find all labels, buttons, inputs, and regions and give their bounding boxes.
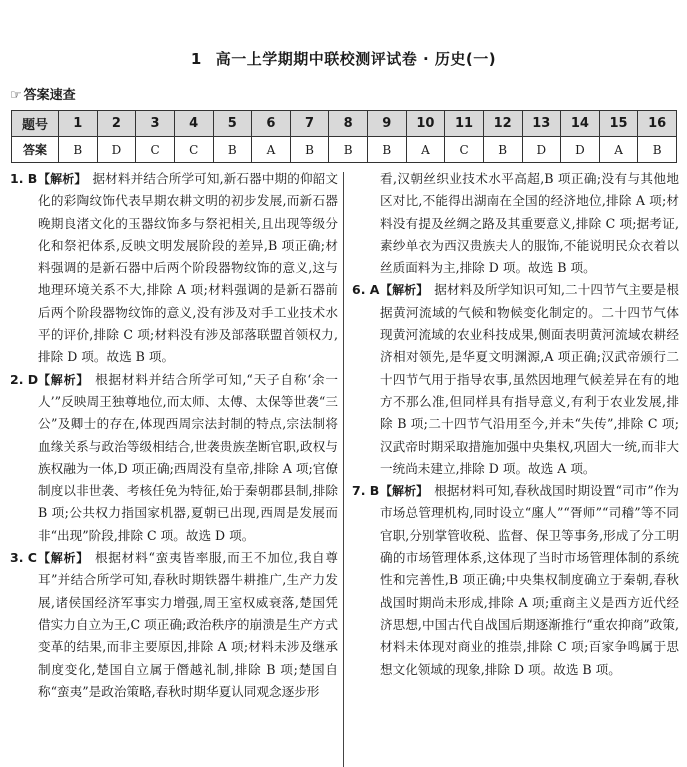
answer-cell: B xyxy=(213,137,252,163)
question-number: 6. A xyxy=(352,282,380,298)
answer-cell: B xyxy=(483,137,522,163)
answer-cell: A xyxy=(252,137,291,163)
question-number-cell: 5 xyxy=(213,111,252,137)
answer-table xyxy=(11,110,677,163)
analysis-tag: 【解析】 xyxy=(38,551,90,566)
analysis-tag: 【解析】 xyxy=(380,283,429,298)
question-number: 7. B xyxy=(352,483,380,499)
section-heading xyxy=(10,84,76,103)
answer-cell: A xyxy=(406,137,445,163)
question-number: 3. C xyxy=(10,550,37,566)
analysis-tag: 【解析】 xyxy=(38,172,87,186)
answer-explanation xyxy=(10,168,338,369)
pointing-hand-icon: ☞ xyxy=(10,88,22,103)
answer-explanation xyxy=(352,279,679,480)
question-number-cell: 15 xyxy=(599,111,638,137)
explanation-text: 据材料及所学知识可知,二十四节气主要是根据黄河流域的气候和物候变化制定的。二十四节气体现黄河流域的农业科技成果,侧面表明黄河流域农耕经济相对领先,是华夏文明渊源,A 项正确;汉武帝颁行二十四节气用于指导农事,虽然因地理气候差异在有的地方不那么准,但同样具有指导意义,有利于农业发展,排除 B 项;二十四节气沿用至今,并未“失传”,排除 C 项;汉武帝时期采取措施加强中央集权,巩固大一统,而非大一统尚未建立,排除 D 项。故选 A 项。 xyxy=(380,282,679,476)
answer-table-header-row xyxy=(12,111,677,137)
answer-cell: B xyxy=(368,137,407,163)
answer-explanation xyxy=(10,369,338,547)
question-number-cell: 13 xyxy=(522,111,561,137)
explanation-text: 根据材料并结合所学可知,“天子自称‘余一人’”反映周王独尊地位,而太师、太傅、太保等世袭“三公”及卿士的存在,体现西周宗法封制的特点,宗法制将血缘关系与政治等级相结合,世袭贵族垄断官职,政权与族权融为一体,D 项正确;西周没有皇帝,排除 A 项;官僚制度以非世袭、考核任免为特征,始于秦朝郡县制,排除 B 项;公共权力指国家机器,夏朝已出现,西周是发展而非“出现”阶段,排除 C 项。故选 D 项。 xyxy=(38,371,338,543)
explanation-text: 据材料并结合所学可知,新石器中期的仰韶文化的彩陶纹饰代表早期农耕文明的初步发展,而新石器晚期良渚文化的玉器纹饰多与祭祀相关,且出现等级分化和祭祀体系,反映文明发展阶段的差异,B 项正确;材料强调的是新石器中后两个阶段器物纹饰的意义,这与地理环境关系不大,排除 A 项;材料强调的是新石器前后两个阶段器物纹饰的意义,没有涉及对手工业技术水平的评价,排除 C 项;材料没有涉及部落联盟首领权力,排除 D 项。故选 B 项。 xyxy=(38,171,338,365)
answer-cell: D xyxy=(522,137,561,163)
answer-cell: D xyxy=(97,137,136,163)
answer-cell: C xyxy=(445,137,484,163)
question-number-cell: 4 xyxy=(174,111,213,137)
question-number: 1. B xyxy=(10,171,38,186)
question-number-cell: 6 xyxy=(252,111,291,137)
question-number-cell: 14 xyxy=(561,111,600,137)
answer-explanation xyxy=(352,168,679,279)
analysis-tag: 【解析】 xyxy=(38,372,90,387)
question-number-cell: 16 xyxy=(638,111,677,137)
answer-cell: C xyxy=(174,137,213,163)
question-number-cell: 8 xyxy=(329,111,368,137)
question-number-cell: 1 xyxy=(59,111,98,137)
left-column xyxy=(10,168,338,703)
page-title xyxy=(0,48,687,69)
answer-cell: D xyxy=(561,137,600,163)
explanation-text: 看,汉朝丝织业技术水平高超,B 项正确;没有与其他地区对比,不能得出湖南在全国的经济地位,排除 A 项;材料没有提及丝绸之路及其重要意义,排除 C 项;据考证,素纱单衣为西汉贵族夫人的服饰,不能说明民众衣着以丝质面料为主,排除 D 项。故选 B 项。 xyxy=(380,171,679,276)
question-number-cell: 10 xyxy=(406,111,445,137)
question-number-cell: 11 xyxy=(445,111,484,137)
explanation-text: 根据材料可知,春秋战国时期设置“司市”作为市场总管理机构,同时设立“廛人”“胥师”“司稽”等不同官职,分别掌管收税、监督、保卫等事务,形成了分工明确的市场管理体系,这体现了当时市场管理体制的系统性和完善性,B 项正确;中央集权制度确立于秦朝,春秋战国时期尚未形成,排除 A 项;重商主义是西方近代经济思想,中国古代自战国后期逐渐推行“重农抑商”政策,材料未体现对商业的推崇,排除 C 项;百家争鸣属于思想文化领域的现象,排除 D 项。故选 B 项。 xyxy=(380,483,679,677)
column-divider xyxy=(343,172,344,767)
question-number-cell: 12 xyxy=(483,111,522,137)
question-number: 2. D xyxy=(10,371,39,387)
answer-cell: A xyxy=(599,137,638,163)
answer-cell: B xyxy=(290,137,329,163)
answer-cell: C xyxy=(136,137,175,163)
question-number-cell: 7 xyxy=(290,111,329,137)
title-text: 高一上学期期中联校测评试卷 · 历史(一) xyxy=(215,50,497,68)
answer-cell: B xyxy=(59,137,98,163)
question-number-cell: 2 xyxy=(97,111,136,137)
title-number: 1 xyxy=(190,50,202,68)
answer-label-cell: 答案 xyxy=(12,137,59,163)
explanation-text: 根据材料“蛮夷皆率服,而王不加位,我自尊耳”并结合所学可知,春秋时期铁器牛耕推广,生产力发展,诸侯国经济军事实力增强,周王室权威衰落,楚国凭借实力自立为王,C 项正确;政治秩序的崩溃是生产方式变革的结果,而非主要原因,排除 A 项;材料未涉及继承制度变化,楚国自立属于僭越礼制,排除 B 项;楚国自称“蛮夷”是政治策略,春秋时期华夏认同观念逐步形 xyxy=(38,550,338,699)
question-number-cell: 3 xyxy=(136,111,175,137)
answer-explanation xyxy=(10,547,338,703)
section-label: 答案速查 xyxy=(23,88,76,103)
header-label-cell: 题号 xyxy=(12,111,59,137)
answer-explanation xyxy=(352,480,679,681)
analysis-tag: 【解析】 xyxy=(380,484,429,499)
answer-cell: B xyxy=(638,137,677,163)
right-column xyxy=(352,168,679,681)
question-number-cell: 9 xyxy=(368,111,407,137)
answer-table-answer-row xyxy=(12,137,677,163)
answer-cell: B xyxy=(329,137,368,163)
